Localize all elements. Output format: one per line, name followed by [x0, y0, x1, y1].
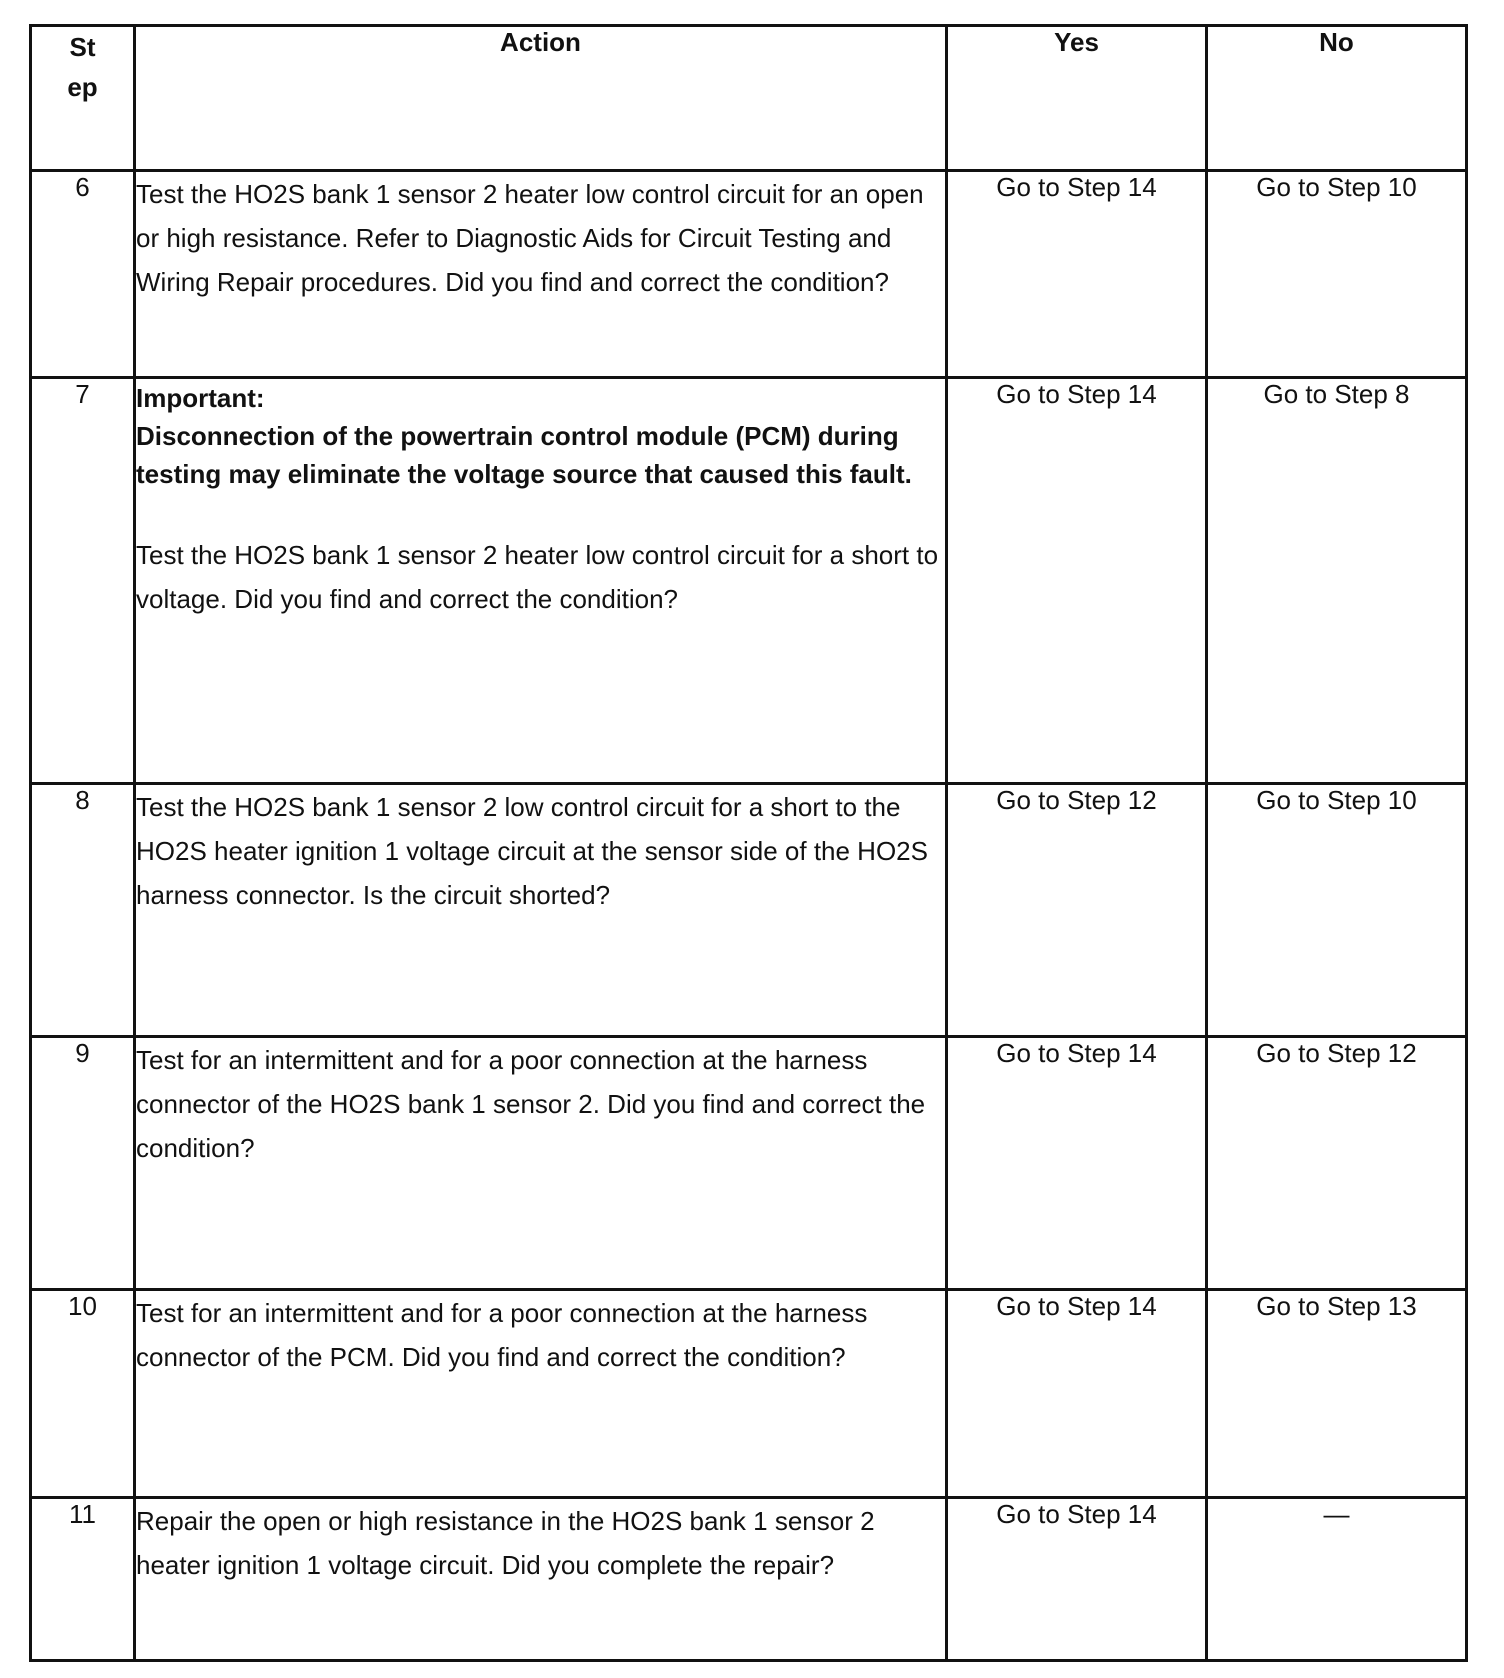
header-no: No: [1207, 26, 1467, 171]
yes-cell: Go to Step 14: [947, 378, 1207, 784]
step-number: 9: [31, 1037, 135, 1290]
header-step: [31, 26, 135, 171]
action-text: [135, 1290, 947, 1498]
no-cell: Go to Step 12: [1207, 1037, 1467, 1290]
no-cell: Go to Step 13: [1207, 1290, 1467, 1498]
step-number: 6: [31, 171, 135, 378]
action-text: [135, 1037, 947, 1290]
no-cell: —: [1207, 1498, 1467, 1661]
action-text: [135, 378, 947, 784]
yes-cell: Go to Step 14: [947, 171, 1207, 378]
important-title: Important:: [136, 383, 265, 413]
step-number: 8: [31, 784, 135, 1037]
table-row: [31, 171, 1467, 378]
yes-cell: Go to Step 14: [947, 1290, 1207, 1498]
action-text: [135, 1498, 947, 1661]
header-yes: Yes: [947, 26, 1207, 171]
step-number: 10: [31, 1290, 135, 1498]
no-cell: Go to Step 8: [1207, 378, 1467, 784]
table-row: [31, 1498, 1467, 1661]
action-paragraph: Test for an intermittent and for a poor connection at the harness connector of the HO2S bank 1 sensor 2. Did you find and correct the condition?: [136, 1045, 926, 1163]
diagnostic-table: [29, 24, 1468, 1662]
header-step-line2: ep: [67, 72, 98, 102]
table-row: [31, 378, 1467, 784]
yes-cell: Go to Step 12: [947, 784, 1207, 1037]
table-row: [31, 784, 1467, 1037]
action-paragraph: Repair the open or high resistance in the HO2S bank 1 sensor 2 heater ignition 1 voltage circuit. Did you complete the repair?: [136, 1506, 875, 1580]
no-cell: Go to Step 10: [1207, 171, 1467, 378]
step-number: 7: [31, 378, 135, 784]
important-note: Disconnection of the powertrain control module (PCM) during testing may eliminate the voltage source that caused this fault.: [136, 421, 912, 489]
action-text: [135, 784, 947, 1037]
header-action: Action: [135, 26, 947, 171]
header-step-line1: St: [69, 32, 96, 62]
yes-cell: Go to Step 14: [947, 1498, 1207, 1661]
action-text: [135, 171, 947, 378]
action-paragraph: Test the HO2S bank 1 sensor 2 low control circuit for a short to the HO2S heater ignition 1 voltage circuit at the sensor side of the HO2S harness connector. Is the circuit shorted?: [136, 792, 928, 910]
table-row: [31, 1290, 1467, 1498]
table-header-row: [31, 26, 1467, 171]
step-number: 11: [31, 1498, 135, 1661]
action-paragraph: Test the HO2S bank 1 sensor 2 heater low control circuit for an open or high resistance. Refer to Diagnostic Aids for Circuit Testing and Wiring Repair procedures. Did you find and correct the condition?: [136, 179, 924, 297]
no-cell: Go to Step 10: [1207, 784, 1467, 1037]
action-paragraph: Test the HO2S bank 1 sensor 2 heater low control circuit for a short to voltage. Did you find and correct the condition?: [136, 540, 939, 614]
yes-cell: Go to Step 14: [947, 1037, 1207, 1290]
action-paragraph: Test for an intermittent and for a poor connection at the harness connector of the PCM. Did you find and correct the condition?: [136, 1298, 868, 1372]
table-row: [31, 1037, 1467, 1290]
